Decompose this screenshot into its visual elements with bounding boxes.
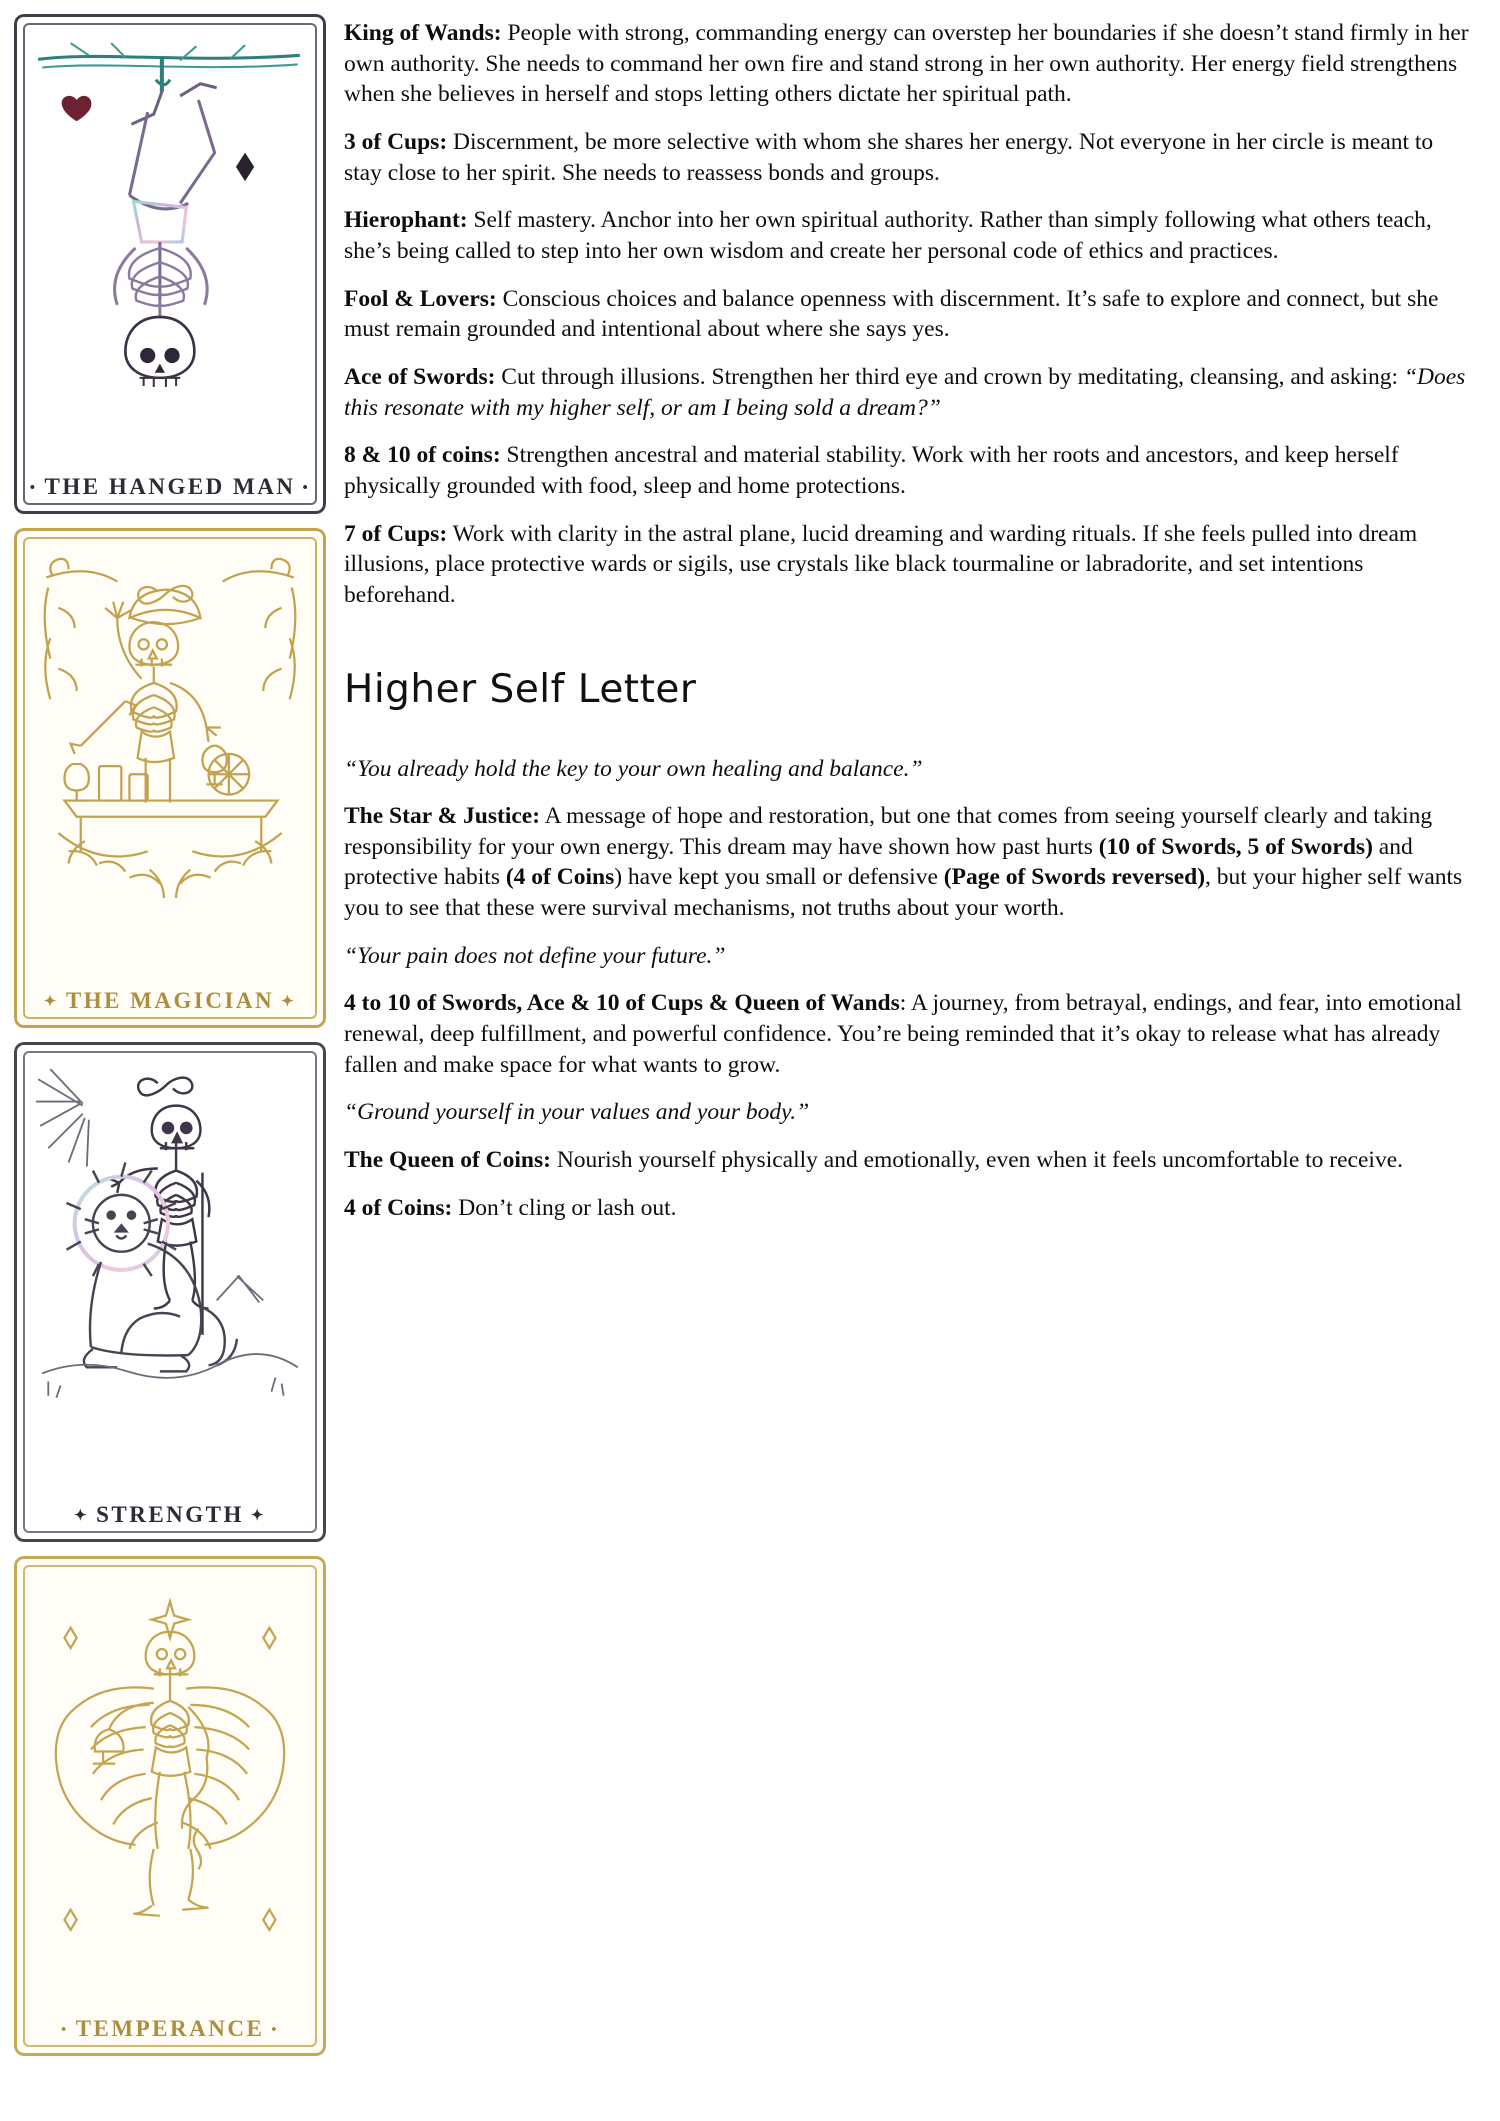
card-title-text: THE HANGED MAN	[44, 474, 296, 499]
paragraph-four-of-coins	[344, 1193, 1476, 1224]
card-artwork-hanged-man	[28, 30, 312, 462]
card-title-deco-right: ✦	[250, 1508, 266, 1524]
card-artwork-temperance	[28, 1572, 312, 2004]
paragraph-seven-of-cups	[344, 519, 1476, 611]
paragraph-lead: Hierophant:	[344, 207, 468, 234]
paragraph-body: Discernment, be more selective with whom she shares her energy. Not everyone in her circle is meant to stay close to her spirit. She needs to reassess bonds and groups.	[344, 128, 1434, 186]
card-title-deco-left: ✦	[43, 994, 59, 1010]
paragraph-lead: 4 of Coins:	[344, 1194, 453, 1221]
card-artwork-magician	[28, 544, 312, 976]
paragraph-ace-of-swords	[344, 362, 1476, 423]
paragraph-lead: 4 to 10 of Swords, Ace & 10 of Cups & Queen of Wands	[344, 990, 900, 1017]
card-title-hanged-man	[14, 474, 326, 500]
card-title-strength	[14, 1502, 326, 1528]
paragraph-lead: Fool & Lovers:	[344, 285, 497, 312]
card-title-deco-right: ✦	[281, 994, 297, 1010]
paragraph-lead: 3 of Cups:	[344, 128, 448, 155]
tarot-card-magician	[14, 528, 326, 1028]
card-artwork-strength	[28, 1058, 312, 1490]
card-title-text: THE MAGICIAN	[65, 988, 275, 1013]
paragraph-bold-cards-2: (4 of Coins	[505, 864, 615, 891]
paragraph-lead: The Star & Justice:	[344, 803, 541, 830]
paragraph-body: Don’t cling or lash out.	[452, 1194, 677, 1221]
section-heading-higher-self-letter: Higher Self Letter	[344, 666, 697, 712]
paragraph-bold-cards-3: (Page of Swords reversed)	[943, 864, 1206, 891]
tarot-card-temperance	[14, 1556, 326, 2056]
paragraph-journey-cards	[344, 988, 1476, 1080]
card-title-deco-right: •	[271, 2022, 280, 2038]
card-title-deco-left: •	[60, 2022, 69, 2038]
paragraph-body-part-2: and protective habits	[344, 833, 1413, 891]
paragraph-queen-of-coins	[344, 1145, 1476, 1176]
paragraph-body: Cut through illusions. Strengthen her third eye and crown by meditating, cleansing, and asking:	[495, 363, 1404, 390]
paragraph-lead: Ace of Swords:	[344, 363, 496, 390]
paragraph-body: Strengthen ancestral and material stability. Work with her roots and ancestors, and keep herself physically grounded with food, sleep and home protections.	[344, 442, 1399, 499]
paragraph-body: : A journey, from betrayal, endings, and fear, into emotional renewal, deep fulfillment, and powerful confidence. You’re being reminded that it’s okay to release what has already fallen and make space for what wants to grow.	[344, 990, 1462, 1078]
reading-text-column	[344, 14, 1482, 2121]
paragraph-king-of-wands	[344, 18, 1476, 110]
paragraph-eight-and-ten-of-coins	[344, 440, 1476, 501]
paragraph-body-part-1: A message of hope and restoration, but one that comes from seeing yourself clearly and taking responsibility for your own energy. This dream may have shown how past hurts	[344, 803, 1433, 860]
paragraph-lead: The Queen of Coins:	[344, 1147, 551, 1174]
paragraph-body: Nourish yourself physically and emotionally, even when it feels uncomfortable to receive.	[550, 1147, 1404, 1174]
paragraph-lead: 7 of Cups:	[344, 520, 448, 547]
tarot-card-column	[14, 14, 326, 2121]
card-title-magician	[14, 988, 326, 1014]
paragraph-star-and-justice	[344, 801, 1476, 924]
paragraph-fool-and-lovers	[344, 284, 1476, 345]
paragraph-bold-cards-1: (10 of Swords, 5 of Swords)	[1098, 833, 1373, 860]
letter-opening-quote: “You already hold the key to your own healing and balance.”	[344, 755, 923, 782]
paragraph-body: Work with clarity in the astral plane, lucid dreaming and warding rituals. If she feels pulled into dream illusions, place protective wards or sigils, use crystals like black tourmaline or labradorite, and set intentions beforehand.	[344, 520, 1418, 608]
paragraph-body-part-3: ) have kept you small or defensive	[614, 864, 944, 891]
paragraph-body: Conscious choices and balance openness with discernment. It’s safe to explore and connect, but she must remain grounded and intentional about where she says yes.	[344, 285, 1439, 343]
paragraph-three-of-cups	[344, 127, 1476, 188]
paragraph-body: Self mastery. Anchor into her own spiritual authority. Rather than simply following what others teach, she’s being called to step into her own wisdom and create her personal code of ethics and practices.	[344, 207, 1432, 264]
paragraph-lead: King of Wands:	[344, 20, 502, 46]
card-title-deco-left: ✦	[74, 1508, 90, 1524]
paragraph-italic-quote: “Does this resonate with my higher self, or am I being sold a dream?”	[344, 363, 1466, 421]
card-title-deco-right: •	[302, 480, 311, 496]
paragraph-hierophant	[344, 205, 1476, 266]
tarot-card-strength	[14, 1042, 326, 1542]
letter-quote-ground: “Ground yourself in your values and your body.”	[344, 1099, 810, 1126]
letter-quote-pain: “Your pain does not define your future.”	[344, 942, 726, 969]
paragraph-lead: 8 & 10 of coins:	[344, 442, 501, 469]
card-title-deco-left: •	[29, 480, 38, 496]
paragraph-body-part-4: , but your higher self wants you to see that these were survival mechanisms, not truths about your worth.	[344, 864, 1463, 922]
tarot-card-hanged-man	[14, 14, 326, 514]
card-title-text: STRENGTH	[96, 1502, 244, 1527]
paragraph-body: People with strong, commanding energy can overstep her boundaries if she doesn’t stand firmly in her own authority. She needs to command her own fire and stand strong in her own authority. Her energy field strengthens when she believes in herself and stops letting others dictate her spiritual path.	[344, 20, 1469, 108]
card-title-text: TEMPERANCE	[75, 2016, 265, 2041]
card-title-temperance	[14, 2016, 326, 2042]
